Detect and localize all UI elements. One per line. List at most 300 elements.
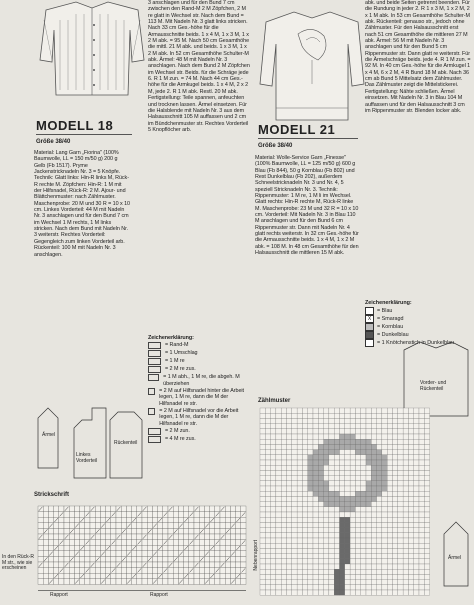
pattern-cell [424, 418, 429, 423]
chart-cell [85, 545, 90, 551]
pattern-cell [281, 439, 286, 444]
pattern-cell [408, 424, 413, 429]
chart-cell [230, 506, 235, 512]
pattern-cell [414, 491, 419, 496]
pattern-cell [281, 564, 286, 569]
chart-cell [147, 512, 152, 518]
pattern-cell [414, 439, 419, 444]
pattern-cell [292, 507, 297, 512]
pattern-cell [302, 424, 307, 429]
chart-cell [48, 556, 53, 562]
pattern-cell [287, 559, 292, 564]
pattern-cell [350, 465, 355, 470]
pattern-cell [313, 564, 318, 569]
pattern-cell [313, 522, 318, 527]
chart-cell [48, 562, 53, 568]
pattern-cell [345, 507, 350, 512]
pattern-cell [287, 444, 292, 449]
pattern-cell [313, 585, 318, 590]
pattern-cell [387, 496, 392, 501]
pattern-cell [324, 585, 329, 590]
pattern-cell [382, 559, 387, 564]
pattern-cell [302, 533, 307, 538]
pattern-cell [308, 512, 313, 517]
pattern-cell [324, 569, 329, 574]
chart-cell [64, 556, 69, 562]
pattern-cell [334, 533, 339, 538]
chart-cell [173, 517, 178, 523]
pattern-cell [387, 476, 392, 481]
pattern-cell [345, 413, 350, 418]
pattern-cell [366, 481, 371, 486]
chart-cell [54, 528, 59, 534]
pattern-cell [408, 528, 413, 533]
pattern-cell [324, 476, 329, 481]
pattern-cell [377, 491, 382, 496]
pattern-cell [340, 538, 345, 543]
pattern-cell [281, 507, 286, 512]
pattern-cell [393, 543, 398, 548]
pattern-cell [265, 564, 270, 569]
pattern-cell [318, 507, 323, 512]
pattern-cell [387, 424, 392, 429]
pattern-cell [297, 429, 302, 434]
side-tab-label: Nebenrapport [253, 540, 259, 571]
chart-cell [158, 528, 163, 534]
chart-cell [173, 523, 178, 529]
chart-cell [126, 517, 131, 523]
chart-cell [147, 568, 152, 574]
pattern-cell [377, 554, 382, 559]
pattern-cell [419, 512, 424, 517]
pattern-cell [387, 585, 392, 590]
pattern-cell [345, 486, 350, 491]
pattern-cell [329, 496, 334, 501]
pattern-cell [377, 476, 382, 481]
pattern-cell [408, 512, 413, 517]
pattern-cell [308, 528, 313, 533]
pattern-cell [271, 481, 276, 486]
pattern-cell [408, 554, 413, 559]
pattern-cell [292, 424, 297, 429]
chart-cell [184, 562, 189, 568]
chart-cell [100, 540, 105, 546]
pattern-cell [377, 559, 382, 564]
pattern-cell [398, 455, 403, 460]
pattern-cell [318, 455, 323, 460]
chart-cell [74, 573, 79, 579]
chart-cell [178, 512, 183, 518]
chart-cell [230, 573, 235, 579]
pattern-cell [387, 507, 392, 512]
pattern-cell [387, 543, 392, 548]
chart-cell [95, 517, 100, 523]
pattern-cell [297, 522, 302, 527]
chart-cell [54, 534, 59, 540]
pattern-cell [271, 424, 276, 429]
chart-cell [236, 523, 241, 529]
chart-cell [225, 517, 230, 523]
pattern-cell [387, 533, 392, 538]
pattern-cell [350, 512, 355, 517]
chart-cell [194, 545, 199, 551]
pattern-cell [387, 444, 392, 449]
pattern-cell [403, 590, 408, 595]
pattern-cell [371, 429, 376, 434]
chart-cell [111, 573, 116, 579]
pattern-cell [329, 564, 334, 569]
chart-cell [152, 562, 157, 568]
pattern-cell [334, 481, 339, 486]
pattern-cell [350, 429, 355, 434]
pattern-cell [419, 460, 424, 465]
chart-cell [137, 534, 142, 540]
chart-cell [236, 540, 241, 546]
pattern-cell [403, 481, 408, 486]
pattern-cell [398, 429, 403, 434]
pattern-cell [318, 512, 323, 517]
chart-cell [230, 517, 235, 523]
pattern-cell [377, 528, 382, 533]
chart-cell [147, 545, 152, 551]
pattern-cell [308, 434, 313, 439]
pattern-cell [329, 569, 334, 574]
pattern-cell [334, 476, 339, 481]
chart-cell [168, 523, 173, 529]
pattern-cell [393, 434, 398, 439]
pattern-cell [377, 538, 382, 543]
chart-cell [64, 523, 69, 529]
chart-cell [152, 517, 157, 523]
pattern-cell [377, 424, 382, 429]
chart-cell [111, 562, 116, 568]
pattern-cell [308, 538, 313, 543]
pattern-cell [361, 439, 366, 444]
chart-cell [126, 534, 131, 540]
chart-cell [199, 506, 204, 512]
chart-cell [215, 517, 220, 523]
pattern-cell [387, 481, 392, 486]
pattern-cell [292, 429, 297, 434]
zaehlmuster-chart [258, 406, 436, 598]
pattern-cell [393, 496, 398, 501]
chart-cell [116, 540, 121, 546]
pattern-cell [408, 502, 413, 507]
pattern-cell [387, 486, 392, 491]
chart-cell [194, 523, 199, 529]
pattern-cell [393, 502, 398, 507]
pattern-cell [329, 408, 334, 413]
chart-cell [121, 534, 126, 540]
pattern-cell [260, 460, 265, 465]
pattern-cell [260, 444, 265, 449]
pattern-cell [382, 502, 387, 507]
pattern-cell [371, 408, 376, 413]
chart-cell [111, 517, 116, 523]
pattern-cell [387, 528, 392, 533]
pattern-cell [414, 496, 419, 501]
pattern-cell [281, 580, 286, 585]
legend-label: = 1 Umschlag [165, 350, 198, 357]
pattern-cell [382, 580, 387, 585]
chart-cell [106, 579, 111, 585]
pattern-cell [318, 496, 323, 501]
pattern-cell [340, 517, 345, 522]
pattern-cell [393, 429, 398, 434]
pattern-cell [424, 585, 429, 590]
pattern-cell [334, 434, 339, 439]
chart-cell [48, 568, 53, 574]
pattern-cell [361, 424, 366, 429]
legend-label: = 1 M re [165, 358, 185, 365]
pattern-cell [324, 522, 329, 527]
pattern-cell [287, 481, 292, 486]
pattern-cell [313, 580, 318, 585]
chart-cell [121, 517, 126, 523]
chart-cell [43, 512, 48, 518]
pattern-cell [366, 418, 371, 423]
pattern-cell [382, 465, 387, 470]
chart-cell [152, 534, 157, 540]
pattern-cell [393, 564, 398, 569]
pattern-cell [329, 507, 334, 512]
pattern-cell [398, 408, 403, 413]
pattern-cell [382, 486, 387, 491]
pattern-cell [340, 574, 345, 579]
pattern-cell [292, 460, 297, 465]
pattern-cell [408, 413, 413, 418]
pattern-cell [350, 580, 355, 585]
pattern-cell [414, 528, 419, 533]
pattern-cell [355, 543, 360, 548]
pattern-cell [393, 559, 398, 564]
pattern-cell [371, 548, 376, 553]
pattern-cell [424, 533, 429, 538]
pattern-cell [387, 502, 392, 507]
pattern-cell [371, 424, 376, 429]
pattern-cell [271, 543, 276, 548]
pattern-cell [387, 574, 392, 579]
legend-item [148, 388, 250, 407]
pattern-cell [260, 424, 265, 429]
chart-cell [38, 528, 43, 534]
chart-cell [230, 568, 235, 574]
pattern-cell [424, 590, 429, 595]
chart-cell [121, 540, 126, 546]
pattern-cell [424, 528, 429, 533]
pattern-cell [281, 460, 286, 465]
pattern-cell [393, 450, 398, 455]
chart-cell [230, 556, 235, 562]
pattern-cell [361, 481, 366, 486]
pattern-cell [371, 559, 376, 564]
pattern-cell [414, 476, 419, 481]
pattern-cell [424, 470, 429, 475]
pattern-cell [292, 481, 297, 486]
chart-cell [215, 579, 220, 585]
pattern-cell [313, 543, 318, 548]
pattern-cell [403, 429, 408, 434]
pattern-cell [324, 548, 329, 553]
chart-cell [116, 517, 121, 523]
pattern-cell [265, 580, 270, 585]
chart-cell [38, 568, 43, 574]
pattern-cell [302, 491, 307, 496]
chart-cell [95, 573, 100, 579]
chart-cell [38, 512, 43, 518]
modell-18-instructions-cont [148, 0, 250, 330]
pattern-cell [377, 408, 382, 413]
pattern-cell [361, 507, 366, 512]
pattern-cell [419, 413, 424, 418]
pattern-cell [393, 569, 398, 574]
chart-cell [59, 506, 64, 512]
pattern-cell [260, 528, 265, 533]
pattern-cell [265, 455, 270, 460]
pattern-cell [355, 564, 360, 569]
pattern-cell [324, 481, 329, 486]
pattern-cell [350, 481, 355, 486]
legend21-label: = Dunkelblau [377, 331, 409, 338]
pattern-cell [302, 569, 307, 574]
pattern-cell [408, 460, 413, 465]
pattern-cell [287, 491, 292, 496]
chart-cell [220, 523, 225, 529]
pattern-cell [276, 470, 281, 475]
pattern-cell [260, 455, 265, 460]
chart-cell [142, 540, 147, 546]
pattern-cell [382, 434, 387, 439]
pattern-cell [265, 470, 270, 475]
pattern-cell [419, 481, 424, 486]
pattern-cell [313, 481, 318, 486]
legend-symbol-icon [148, 366, 161, 373]
pattern-cell [345, 543, 350, 548]
pattern-cell [265, 413, 270, 418]
pattern-cell [271, 554, 276, 559]
pattern-cell [271, 476, 276, 481]
chart-cell [48, 573, 53, 579]
pattern-cell [297, 543, 302, 548]
pattern-cell [350, 486, 355, 491]
pattern-cell [382, 413, 387, 418]
pattern-cell [318, 538, 323, 543]
label-rueck-r: In den Rück-R M str., wie sie erscheinen [2, 554, 34, 571]
pattern-cell [265, 486, 270, 491]
pattern-cell [324, 444, 329, 449]
pattern-cell [371, 434, 376, 439]
chart-cell [74, 512, 79, 518]
chart-cell [152, 528, 157, 534]
chart-cell [147, 579, 152, 585]
pattern-cell [281, 465, 286, 470]
pattern-cell [308, 585, 313, 590]
pattern-cell [281, 517, 286, 522]
pattern-cell [297, 574, 302, 579]
pattern-cell [308, 548, 313, 553]
chart-cell [95, 545, 100, 551]
chart-cell [236, 568, 241, 574]
pattern-cell [382, 538, 387, 543]
sweater-sketch-modell-21 [258, 4, 366, 124]
pattern-cell [424, 517, 429, 522]
pattern-cell [281, 574, 286, 579]
pattern-cell [334, 444, 339, 449]
pattern-cell [318, 465, 323, 470]
chart-cell [132, 556, 137, 562]
pattern-cell [265, 434, 270, 439]
chart-cell [230, 540, 235, 546]
chart-cell [116, 579, 121, 585]
label-aermel-right: Ärmel [448, 555, 462, 561]
pattern-cell [318, 543, 323, 548]
pattern-cell [302, 512, 307, 517]
pattern-cell [408, 470, 413, 475]
modell-18-size: Größe 38/40 [36, 139, 71, 145]
pattern-cell [350, 496, 355, 501]
pattern-cell [340, 559, 345, 564]
pattern-cell [329, 455, 334, 460]
pattern-cell [260, 502, 265, 507]
chart-cell [147, 573, 152, 579]
chart-cell [152, 556, 157, 562]
pattern-cell [403, 450, 408, 455]
chart-cell [163, 545, 168, 551]
chart-cell [189, 523, 194, 529]
pattern-cell [398, 465, 403, 470]
chart-cell [80, 568, 85, 574]
pattern-cell [414, 486, 419, 491]
pattern-cell [313, 418, 318, 423]
pattern-cell [377, 569, 382, 574]
pattern-cell [329, 548, 334, 553]
modell-21-text: Material: Wolle-Service Garn „Finesse" (100% Baumwolle, LL = 125 m/50 g) 600 g Blau (Fb 844), 50 g Kornblau (Fb 802) und Rest Dunkelblau (Fb 202), außerdem Schneelstricknadeln Nr. 3 und Nr. 4, 5 speziell Stricknadeln Nr. 3. Technik: Rippenmuster: 1 M re, 1 M li im Wechsel. Glatt rechts: Hin-R rechte M, Rück-R linke M. Maschenprobe: 23 M und 32 R = 10 x 10 cm. Vorderteil: Mit Nadeln Nr. 3 in Blau 110 M anschlagen und für den Bund 6 cm Rippenmuster str. Dann mit Nadeln Nr. 4 glatt rechts weiterstr. In 32 cm Ges.-höhe für die Armausschnitte beids. 1 x 4 M, 1 x 2 M abk. = 108 M. In 48 cm Gesamthöhe für den Halsausschnitt die mittleren 15 M abk. [255, 155, 359, 257]
pattern-cell [313, 528, 318, 533]
chart-cell [126, 568, 131, 574]
pattern-cell [387, 491, 392, 496]
pattern-cell [403, 424, 408, 429]
chart-cell [147, 562, 152, 568]
pattern-cell [324, 450, 329, 455]
chart-cell [142, 556, 147, 562]
pattern-cell [292, 580, 297, 585]
chart-cell [173, 512, 178, 518]
pattern-cell [424, 580, 429, 585]
pattern-cell [318, 486, 323, 491]
chart-cell [142, 545, 147, 551]
chart-cell [210, 523, 215, 529]
modell-18-title-rule [36, 134, 132, 135]
pattern-cell [419, 548, 424, 553]
pattern-cell [287, 538, 292, 543]
pattern-cell [276, 528, 281, 533]
pattern-cell [377, 486, 382, 491]
chart-cell [126, 528, 131, 534]
pattern-cell [340, 476, 345, 481]
pattern-cell [424, 491, 429, 496]
pattern-cell [366, 470, 371, 475]
pattern-cell [398, 481, 403, 486]
pattern-cell [350, 476, 355, 481]
pattern-cell [355, 439, 360, 444]
chart-cell [220, 568, 225, 574]
chart-cell [48, 540, 53, 546]
pattern-cell [371, 413, 376, 418]
pattern-cell [297, 455, 302, 460]
pattern-cell [302, 418, 307, 423]
chart-cell [152, 568, 157, 574]
chart-cell [43, 534, 48, 540]
